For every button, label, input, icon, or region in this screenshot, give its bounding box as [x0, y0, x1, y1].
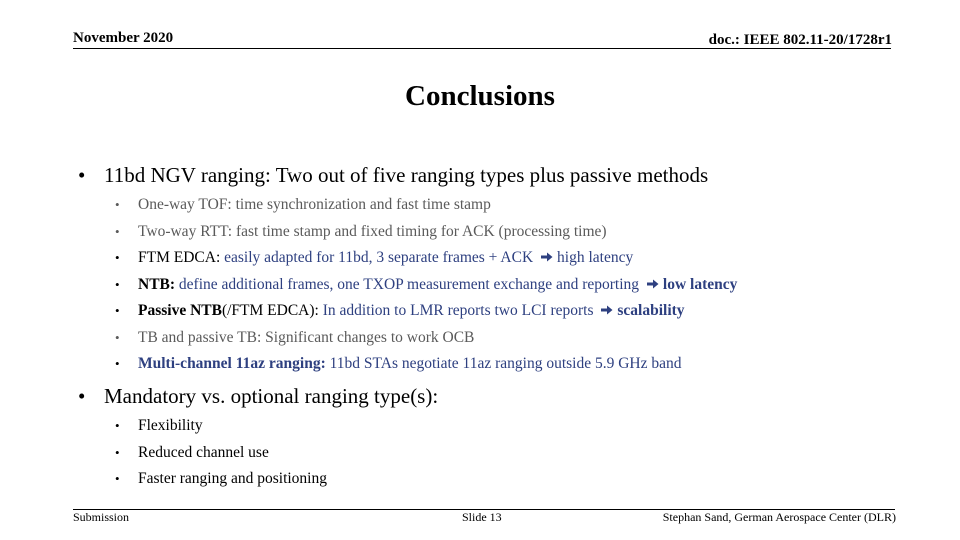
list-item-prefix-2: (/FTM EDCA):	[221, 302, 319, 319]
section2-list	[115, 413, 327, 493]
footer-submission: Submission	[73, 510, 130, 524]
list-item	[115, 272, 737, 299]
header-doc-id: doc.: IEEE 802.11-20/1728r1	[708, 32, 892, 48]
list-item-tail: low latency	[662, 275, 738, 293]
list-item	[115, 245, 737, 272]
sub-bullet: •	[115, 223, 120, 239]
list-item-prefix: Multi-channel 11az ranging:	[138, 355, 326, 372]
sub-bullet: •	[115, 250, 120, 265]
bullet: •	[78, 163, 86, 187]
section1-heading: 11bd NGV ranging: Two out of five ranging types plus passive methods	[104, 163, 709, 187]
list-item-text: 11bd STAs negotiate 11az ranging outside 5.9 GHz band	[325, 355, 682, 372]
sub-bullet: •	[115, 356, 120, 371]
section1-heading-row	[78, 163, 708, 188]
sub-bullet: •	[115, 444, 120, 460]
right-arrow-icon	[647, 278, 659, 290]
list-item	[115, 192, 737, 219]
list-item-text: define additional frames, one TXOP measurement exchange and reporting	[175, 275, 643, 293]
list-item-text: Flexibility	[138, 417, 203, 434]
list-item-prefix: FTM EDCA:	[138, 249, 221, 266]
sub-bullet: •	[115, 471, 120, 486]
sub-bullet: •	[115, 276, 120, 292]
bullet: •	[78, 384, 86, 408]
section2-heading: Mandatory vs. optional ranging type(s):	[104, 384, 439, 408]
list-item-text: easily adapted for 11bd, 3 separate frames + ACK	[220, 249, 538, 266]
list-item-text: Reduced channel use	[138, 443, 269, 461]
list-item-text: Faster ranging and positioning	[138, 470, 327, 487]
list-item-text: In addition to LMR reports two LCI reports	[318, 302, 598, 319]
header-date: November 2020	[73, 30, 174, 46]
list-item	[115, 413, 327, 440]
list-item	[115, 219, 737, 246]
footer-slide-number: Slide 13	[462, 510, 502, 524]
footer-author: Stephan Sand, German Aerospace Center (DLR)	[662, 510, 896, 524]
list-item	[115, 440, 327, 467]
list-item	[115, 325, 737, 352]
list-item-tail: scalability	[617, 302, 685, 319]
list-item	[115, 466, 327, 493]
list-item-prefix: NTB:	[138, 275, 176, 293]
list-item-text: Two-way RTT: fast time stamp and fixed timing for ACK (processing time)	[138, 222, 607, 240]
list-item	[115, 298, 737, 325]
sub-bullet: •	[115, 197, 120, 212]
slide-title: Conclusions	[405, 80, 555, 112]
right-arrow-icon	[601, 304, 613, 316]
list-item	[115, 351, 737, 378]
right-arrow-icon	[541, 251, 553, 263]
sub-bullet: •	[115, 329, 120, 345]
list-item-prefix: Passive NTB	[138, 302, 222, 319]
list-item-text: TB and passive TB: Significant changes to work OCB	[138, 328, 475, 346]
section2-heading-row	[78, 384, 438, 409]
section1-list	[115, 192, 737, 378]
list-item-text: One-way TOF: time synchronization and fast time stamp	[138, 196, 491, 213]
sub-bullet: •	[115, 418, 120, 433]
sub-bullet: •	[115, 303, 120, 318]
header-divider	[73, 48, 891, 49]
list-item-tail: high latency	[557, 249, 634, 266]
